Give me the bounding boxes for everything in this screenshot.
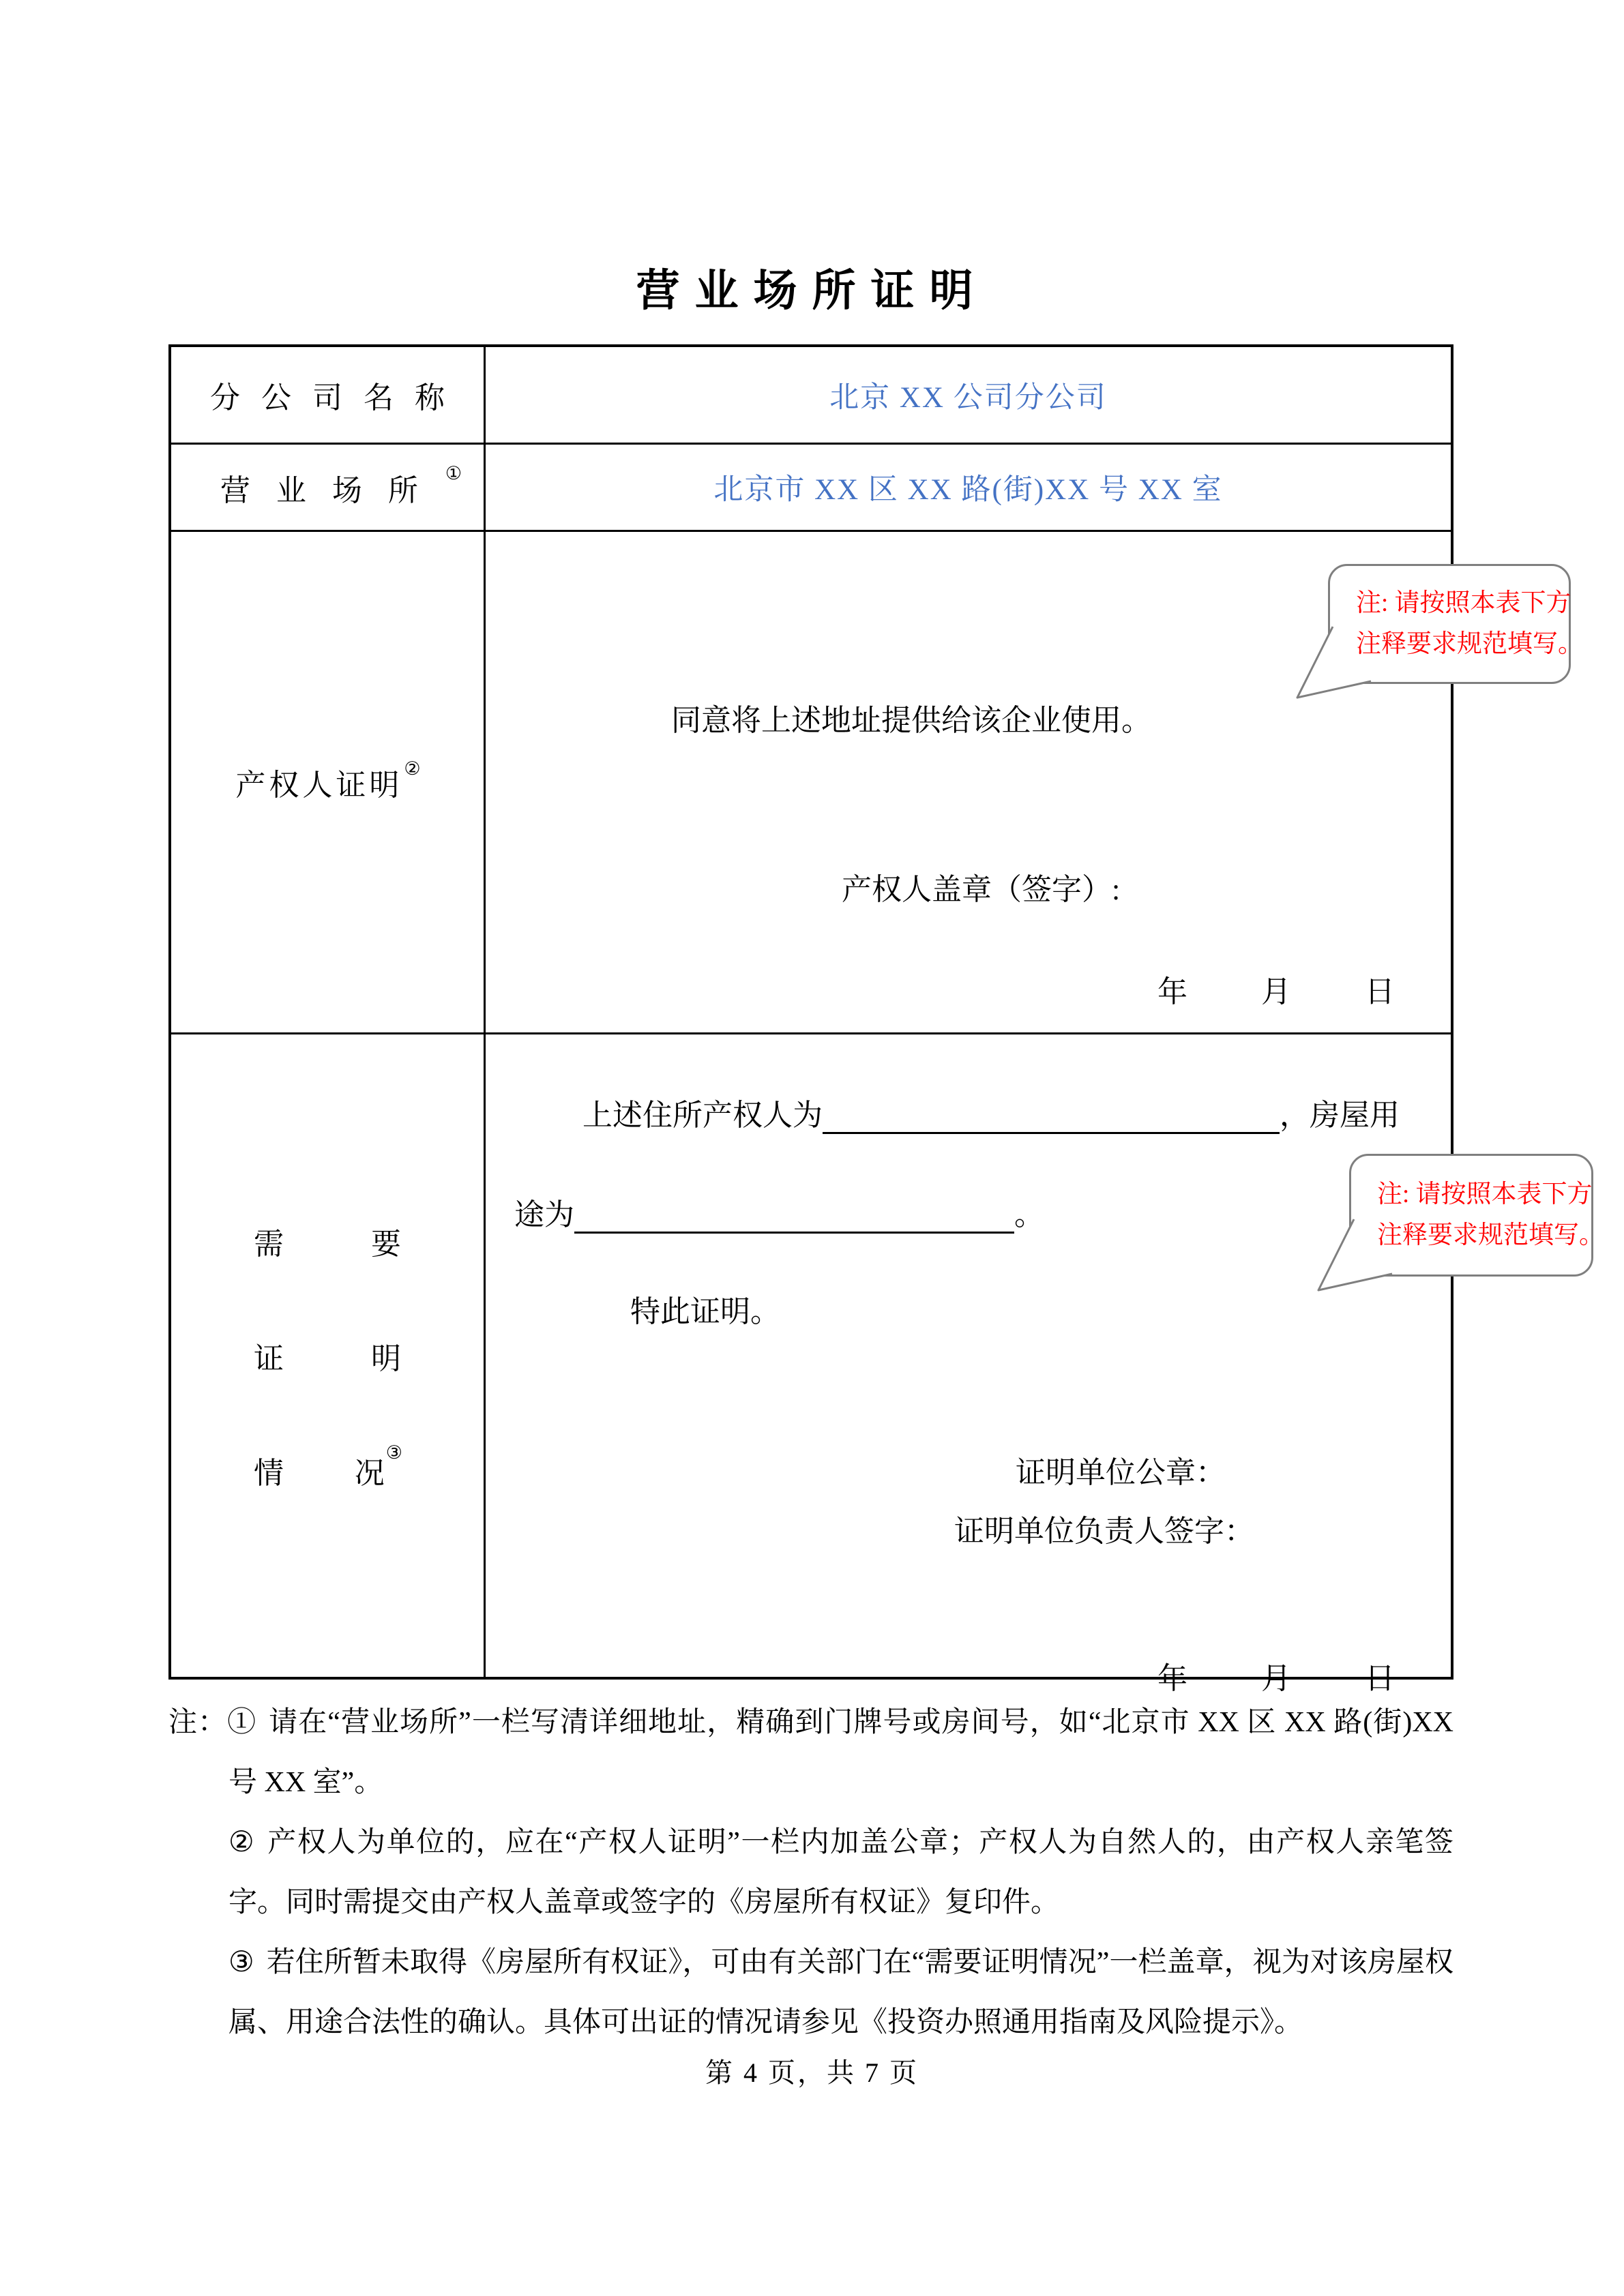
date-day: 日 bbox=[1365, 1662, 1395, 1695]
date-day: 日 bbox=[1365, 975, 1395, 1009]
page-number: 第 4 页，共 7 页 bbox=[705, 2057, 919, 2088]
certification-situation-cell bbox=[484, 1032, 1451, 1695]
value-branch-company-name: 北京 XX 公司分公司 bbox=[484, 347, 1451, 443]
blank-house-usage bbox=[574, 1200, 1014, 1234]
value-business-premises: 北京市 XX 区 XX 路(街)XX 号 XX 室 bbox=[484, 443, 1451, 530]
callout-tail-icon bbox=[1312, 1214, 1400, 1296]
date-year: 年 bbox=[1157, 975, 1187, 1009]
footnote-ref-3-wrap: 况③ bbox=[354, 1442, 402, 1490]
footnote-ref-1: ① bbox=[445, 463, 462, 483]
certificate-table bbox=[168, 344, 1453, 1695]
footnote-1: 注：① 请在“营业场所”一栏写清详细地址，精确到门牌号或房间号，如“北京市 XX 区 XX 路(街)XX 号 XX 室”。 bbox=[168, 1707, 1453, 1798]
owner-seal-label: 产权人盖章（签字）: bbox=[842, 873, 1121, 906]
blank-owner-name bbox=[823, 1101, 1280, 1134]
label-business-premises: 营业场所 ① bbox=[171, 443, 484, 530]
owner-certificate-cell bbox=[484, 530, 1451, 1032]
label-situations-requiring-certification: 需 要 证 明 情 况③ bbox=[171, 1032, 484, 1677]
footnote-2: ② 产权人为单位的，应在“产权人证明”一栏内加盖公章；产权人为自然人的，由产权人亲笔签字。同时需提交由产权人盖章或签字的《房屋所有权证》复印件。 bbox=[228, 1827, 1453, 1918]
owner-name-line: 上述住所产权人为 ，房屋用 bbox=[582, 1090, 1400, 1134]
date-month: 月 bbox=[1261, 975, 1291, 1009]
house-usage-line: 途为 。 bbox=[514, 1190, 1044, 1234]
certify-statement: 特此证明。 bbox=[630, 1295, 780, 1328]
owner-consent-statement: 同意将上述地址提供给该企业使用。 bbox=[671, 704, 1151, 737]
page-title: 营业场所证明 bbox=[636, 267, 988, 315]
callout-note-1: 注: 请按照本表下方 注释要求规范填写。 bbox=[1328, 564, 1571, 684]
date-year: 年 bbox=[1157, 1662, 1187, 1695]
footnote-ref-3: ③ bbox=[385, 1442, 402, 1463]
unit-date-line bbox=[1157, 1654, 1395, 1697]
notes-prefix: 注： bbox=[168, 1707, 228, 1738]
unit-seal-label: 证明单位公章： bbox=[1016, 1456, 1226, 1489]
date-month: 月 bbox=[1261, 1662, 1291, 1695]
label-owner-certificate: 产权人证明 ② bbox=[171, 530, 484, 1032]
unit-sign-label: 证明单位负责人签字： bbox=[954, 1515, 1254, 1548]
footnote-3: ③ 若住所暂未取得《房屋所有权证》，可由有关部门在“需要证明情况”一栏盖章，视为对该房屋权属、用途合法性的确认。具体可出证的情况请参见《投资办照通用指南及风险提示》。 bbox=[228, 1947, 1453, 2038]
callout-tail-icon bbox=[1290, 621, 1379, 703]
callout-note-2: 注: 请按照本表下方 注释要求规范填写。 bbox=[1349, 1154, 1593, 1277]
label-branch-company-name: 分公司名称 bbox=[210, 381, 466, 415]
footnote-ref-2: ② bbox=[404, 758, 421, 779]
owner-date-line bbox=[1157, 967, 1395, 1011]
footnotes bbox=[168, 1693, 1453, 2053]
